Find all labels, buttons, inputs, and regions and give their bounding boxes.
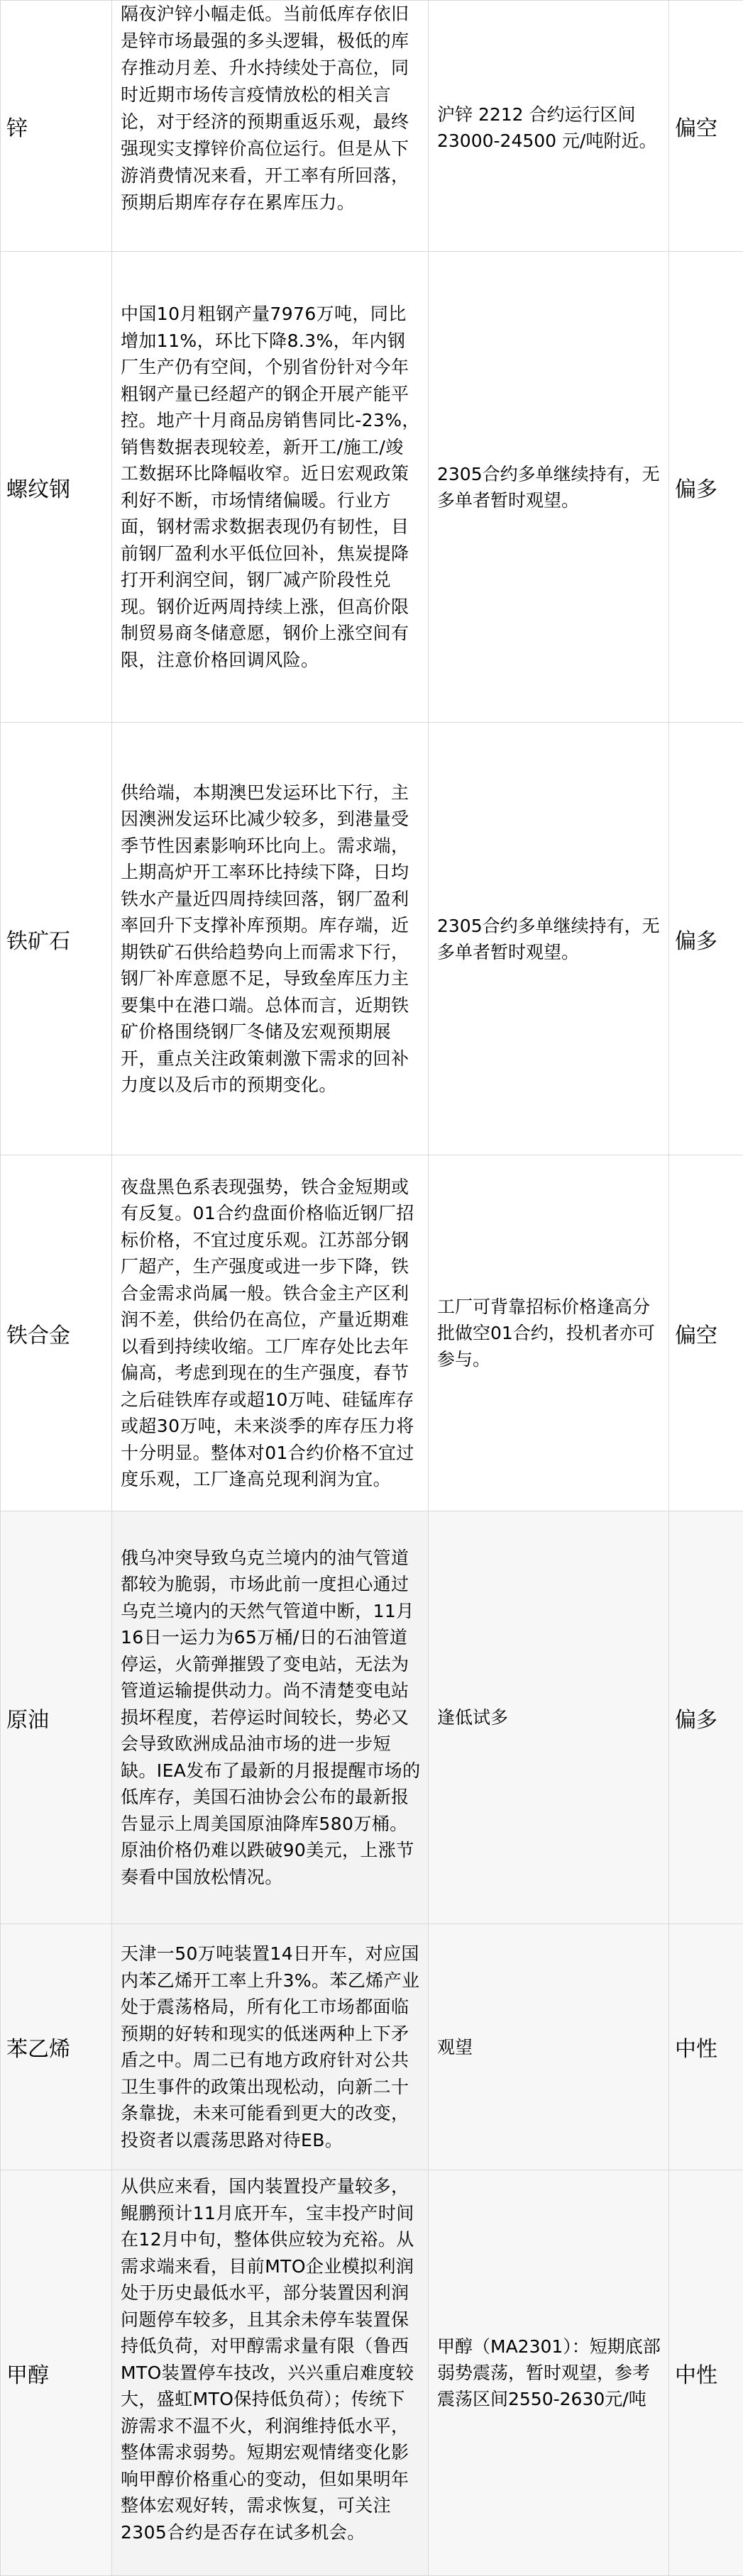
table-row	[1, 1924, 743, 2170]
outlook-badge: 中性	[669, 2170, 743, 2576]
strategy-text: 2305合约多单继续持有，无多单者暂时观望。	[429, 723, 669, 1155]
outlook-badge: 偏空	[669, 1155, 743, 1511]
outlook-badge: 偏多	[669, 723, 743, 1155]
analysis-text: 中国10月粗钢产量7976万吨，同比增加11%，环比下降8.3%，年内钢厂生产仍有空间，个别省份针对今年粗钢产量已经超产的钢企开展产能平控。地产十月商品房销售同比-23%，销售数据表现较差，新开工/施工/竣工数据环比降幅收窄。近日宏观政策利好不断，市场情绪偏暖。行业方面，钢材需求数据表现仍有韧性，目前钢厂盈利水平低位回补，焦炭提降打开利润空间，钢厂减产阶段性兑现。钢价近两周持续上涨，但高价限制贸易商冬储意愿，钢价上涨空间有限，注意价格回调风险。	[112, 252, 429, 723]
strategy-text: 甲醇（MA2301）：短期底部弱势震荡，暂时观望，参考震荡区间2550-2630元/吨	[429, 2170, 669, 2576]
table-row	[1, 1, 743, 252]
commodity-name: 原油	[1, 1511, 112, 1924]
analysis-text: 俄乌冲突导致乌克兰境内的油气管道都较为脆弱，市场此前一度担心通过乌克兰境内的天然气管道中断，11月16日一运力为65万桶/日的石油管道停运，火箭弹摧毁了变电站，无法为管道运输提供动力。尚不清楚变电站损坏程度，若停运时间较长，势必又会导致欧洲成品油市场的进一步短缺。IEA发布了最新的月报提醒市场的低库存，美国石油协会公布的最新报告显示上周美国原油降库580万桶。原油价格仍难以跌破90美元，上涨节奏看中国放松情况。	[112, 1511, 429, 1924]
analysis-text: 从供应来看，国内装置投产量较多，鲲鹏预计11月底开车，宝丰投产时间在12月中旬，整体供应较为充裕。从需求端来看，目前MTO企业模拟利润处于历史最低水平，部分装置因利润问题停车较多，且其余未停车装置保持低负荷，对甲醇需求量有限（鲁西MTO装置停车技改，兴兴重启难度较大，盛虹MTO保持低负荷）；传统下游需求不温不火，利润维持低水平，整体需求弱势。短期宏观情绪变化影响甲醇价格重心的变动，但如果明年整体宏观好转，需求恢复，可关注2305合约是否存在试多机会。	[112, 2170, 429, 2576]
commodity-name: 铁矿石	[1, 723, 112, 1155]
table-row	[1, 252, 743, 723]
outlook-badge: 偏多	[669, 252, 743, 723]
commodity-name: 苯乙烯	[1, 1924, 112, 2170]
analysis-text: 天津一50万吨装置14日开车，对应国内苯乙烯开工率上升3%。苯乙烯产业处于震荡格局，所有化工市场都面临预期的好转和现实的低迷两种上下矛盾之中。周二已有地方政府针对公共卫生事件的政策出现松动，向新二十条靠拢，未来可能看到更大的改变，投资者以震荡思路对待EB。	[112, 1924, 429, 2170]
outlook-badge: 偏多	[669, 1511, 743, 1924]
outlook-badge: 中性	[669, 1924, 743, 2170]
table-row	[1, 1511, 743, 1924]
analysis-text: 供给端，本期澳巴发运环比下行，主因澳洲发运环比减少较多，到港量受季节性因素影响环比向上。需求端，上期高炉开工率环比持续下降，日均铁水产量近四周持续回落，钢厂盈利率回升下支撑补库预期。库存端，近期铁矿石供给趋势向上而需求下行，钢厂补库意愿不足，导致垒库压力主要集中在港口端。总体而言，近期铁矿价格围绕钢厂冬储及宏观预期展开，重点关注政策刺激下需求的回补力度以及后市的预期变化。	[112, 723, 429, 1155]
outlook-badge: 偏空	[669, 1, 743, 252]
table-row	[1, 2170, 743, 2576]
commodity-name: 铁合金	[1, 1155, 112, 1511]
strategy-text: 逢低试多	[429, 1511, 669, 1924]
table-row	[1, 723, 743, 1155]
strategy-text: 2305合约多单继续持有，无多单者暂时观望。	[429, 252, 669, 723]
table-row	[1, 1155, 743, 1511]
strategy-text: 观望	[429, 1924, 669, 2170]
analysis-text: 隔夜沪锌小幅走低。当前低库存依旧是锌市场最强的多头逻辑，极低的库存推动月差、升水持续处于高位，同时近期市场传言疫情放松的相关言论，对于经济的预期重返乐观，最终强现实支撑锌价高位运行。但是从下游消费情况来看，开工率有所回落，预期后期库存存在累库压力。	[112, 1, 429, 252]
strategy-text: 工厂可背靠招标价格逢高分批做空01合约，投机者亦可参与。	[429, 1155, 669, 1511]
strategy-text: 沪锌 2212 合约运行区间23000-24500 元/吨附近。	[429, 1, 669, 252]
commodity-name: 锌	[1, 1, 112, 252]
analysis-text: 夜盘黑色系表现强势，铁合金短期或有反复。01合约盘面价格临近钢厂招标价格，不宜过度乐观。江苏部分钢厂超产，生产强度或进一步下降，铁合金需求尚属一般。铁合金主产区利润不差，供给仍在高位，产量近期难以看到持续收缩。工厂库存处比去年偏高，考虑到现在的生产强度，春节之后硅铁库存或超10万吨、硅锰库存或超30万吨，未来淡季的库存压力将十分明显。整体对01合约价格不宜过度乐观，工厂逢高兑现利润为宜。	[112, 1155, 429, 1511]
commodity-name: 甲醇	[1, 2170, 112, 2576]
commodity-name: 螺纹钢	[1, 252, 112, 723]
